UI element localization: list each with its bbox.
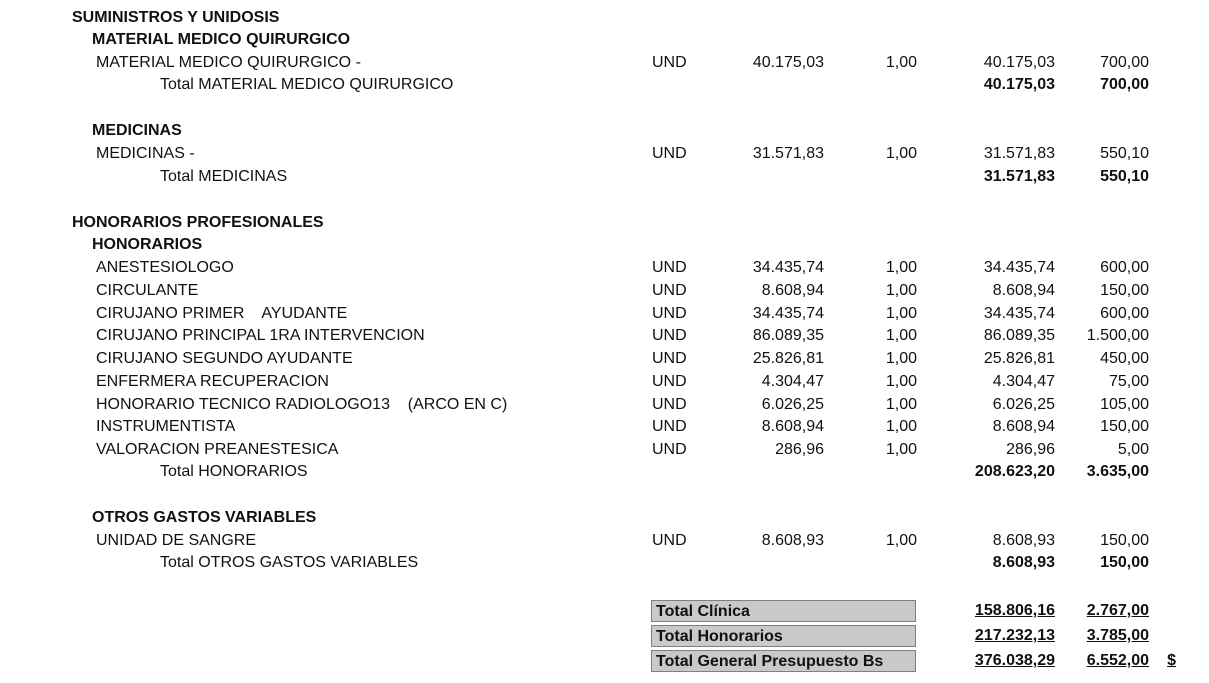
item-description: ANESTESIOLOGO [96, 259, 234, 276]
item-qty: 1,00 [885, 145, 917, 162]
summary-row-honorarios [0, 625, 1209, 647]
summary-label: Total Clínica [651, 600, 916, 622]
item-qty: 1,00 [885, 350, 917, 367]
item-subtotal: 31.571,83 [983, 145, 1055, 162]
group-title: MEDICINAS [92, 122, 182, 139]
summary-subtotal: 376.038,29 [974, 652, 1055, 669]
group-total-subtotal: 208.623,20 [974, 463, 1055, 480]
currency-symbol: $ [1167, 652, 1176, 669]
group-total-usd: 3.635,00 [1086, 463, 1149, 480]
item-qty: 1,00 [885, 532, 917, 549]
group-total-subtotal: 40.175,03 [983, 76, 1055, 93]
group-heading [0, 234, 1209, 256]
item-price: 8.608,94 [761, 418, 824, 436]
group-heading [0, 120, 1209, 142]
item-subtotal: 8.608,94 [992, 418, 1055, 436]
item-unit: UND [652, 281, 687, 299]
item-unit: UND [652, 259, 687, 276]
item-subtotal: 34.435,74 [983, 259, 1055, 276]
table-row [0, 439, 1209, 461]
item-usd: 600,00 [1100, 259, 1149, 276]
item-usd: 75,00 [1108, 372, 1149, 390]
item-qty: 1,00 [885, 395, 917, 413]
item-subtotal: 8.608,93 [992, 532, 1055, 549]
table-row [0, 371, 1209, 393]
item-qty: 1,00 [885, 418, 917, 436]
item-usd: 1.500,00 [1086, 327, 1149, 345]
summary-label: Total General Presupuesto Bs [651, 650, 916, 672]
group-total-usd: 700,00 [1100, 76, 1149, 93]
item-usd: 700,00 [1100, 54, 1149, 71]
group-total-row [0, 74, 1209, 96]
table-row [0, 394, 1209, 416]
group-heading [0, 29, 1209, 51]
table-row [0, 303, 1209, 325]
item-usd: 105,00 [1100, 395, 1149, 413]
item-price: 25.826,81 [752, 350, 824, 367]
item-price: 86.089,35 [752, 327, 824, 345]
table-row [0, 52, 1209, 74]
item-qty: 1,00 [885, 327, 917, 345]
group-title: MATERIAL MEDICO QUIRURGICO [92, 31, 351, 48]
item-qty: 1,00 [885, 281, 917, 299]
item-unit: UND [652, 54, 687, 71]
item-subtotal: 8.608,94 [992, 281, 1055, 299]
item-description: ENFERMERA RECUPERACION [96, 372, 329, 390]
item-unit: UND [652, 532, 687, 549]
table-row [0, 348, 1209, 370]
item-usd: 150,00 [1100, 418, 1149, 436]
summary-usd: 6.552,00 [1086, 652, 1149, 669]
summary-subtotal: 158.806,16 [974, 602, 1055, 619]
item-description: MEDICINAS - [96, 145, 195, 162]
table-row [0, 280, 1209, 302]
item-qty: 1,00 [885, 259, 917, 276]
item-qty: 1,00 [885, 304, 917, 322]
item-price: 40.175,03 [752, 54, 824, 71]
item-description: HONORARIO TECNICO RADIOLOGO13 (ARCO EN C) [96, 395, 508, 413]
item-price: 286,96 [775, 441, 824, 458]
item-usd: 600,00 [1100, 304, 1149, 322]
item-unit: UND [652, 441, 687, 458]
group-total-label: Total MEDICINAS [160, 168, 288, 185]
group-total-label: Total MATERIAL MEDICO QUIRURGICO [160, 76, 454, 93]
table-row [0, 143, 1209, 165]
summary-row-general [0, 650, 1209, 672]
item-description: INSTRUMENTISTA [96, 418, 236, 436]
group-title: OTROS GASTOS VARIABLES [92, 509, 317, 526]
group-heading [0, 507, 1209, 529]
summary-usd: 2.767,00 [1086, 602, 1149, 619]
item-subtotal: 4.304,47 [992, 372, 1055, 390]
group-total-label: Total OTROS GASTOS VARIABLES [160, 554, 419, 571]
section-title: HONORARIOS PROFESIONALES [72, 214, 324, 231]
item-qty: 1,00 [885, 372, 917, 390]
section-heading [0, 7, 1209, 29]
table-row [0, 530, 1209, 552]
item-description: CIRUJANO SEGUNDO AYUDANTE [96, 350, 353, 367]
item-unit: UND [652, 304, 687, 322]
item-subtotal: 86.089,35 [983, 327, 1055, 345]
item-qty: 1,00 [885, 441, 917, 458]
item-price: 34.435,74 [752, 304, 824, 322]
group-total-row [0, 461, 1209, 483]
item-subtotal: 34.435,74 [983, 304, 1055, 322]
summary-usd: 3.785,00 [1086, 627, 1149, 644]
table-row [0, 257, 1209, 279]
item-usd: 150,00 [1100, 532, 1149, 549]
item-usd: 550,10 [1100, 145, 1149, 162]
item-unit: UND [652, 372, 687, 390]
item-usd: 5,00 [1117, 441, 1149, 458]
table-row [0, 416, 1209, 438]
group-total-row [0, 552, 1209, 574]
item-price: 8.608,94 [761, 281, 824, 299]
item-price: 34.435,74 [752, 259, 824, 276]
item-description: CIRCULANTE [96, 281, 199, 299]
item-price: 4.304,47 [761, 372, 824, 390]
group-total-usd: 550,10 [1100, 168, 1149, 185]
item-usd: 450,00 [1100, 350, 1149, 367]
group-title: HONORARIOS [92, 236, 203, 253]
item-description: UNIDAD DE SANGRE [96, 532, 257, 549]
item-unit: UND [652, 145, 687, 162]
item-subtotal: 6.026,25 [992, 395, 1055, 413]
group-total-subtotal: 31.571,83 [983, 168, 1055, 185]
item-usd: 150,00 [1100, 281, 1149, 299]
item-price: 31.571,83 [752, 145, 824, 162]
group-total-label: Total HONORARIOS [160, 463, 308, 480]
item-unit: UND [652, 418, 687, 436]
group-total-usd: 150,00 [1100, 554, 1149, 571]
item-qty: 1,00 [885, 54, 917, 71]
item-subtotal: 286,96 [1006, 441, 1055, 458]
summary-subtotal: 217.232,13 [974, 627, 1055, 644]
item-description: CIRUJANO PRIMER AYUDANTE [96, 304, 348, 322]
section-title: SUMINISTROS Y UNIDOSIS [72, 9, 280, 26]
item-description: VALORACION PREANESTESICA [96, 441, 339, 458]
summary-label: Total Honorarios [651, 625, 916, 647]
summary-row-clinica [0, 600, 1209, 622]
item-price: 8.608,93 [761, 532, 824, 549]
item-unit: UND [652, 395, 687, 413]
item-subtotal: 25.826,81 [983, 350, 1055, 367]
item-subtotal: 40.175,03 [983, 54, 1055, 71]
item-unit: UND [652, 350, 687, 367]
section-heading [0, 212, 1209, 234]
group-total-subtotal: 8.608,93 [992, 554, 1055, 571]
item-unit: UND [652, 327, 687, 345]
table-row [0, 325, 1209, 347]
item-price: 6.026,25 [761, 395, 824, 413]
group-total-row [0, 166, 1209, 188]
item-description: MATERIAL MEDICO QUIRURGICO - [96, 54, 361, 71]
item-description: CIRUJANO PRINCIPAL 1RA INTERVENCION [96, 327, 425, 345]
